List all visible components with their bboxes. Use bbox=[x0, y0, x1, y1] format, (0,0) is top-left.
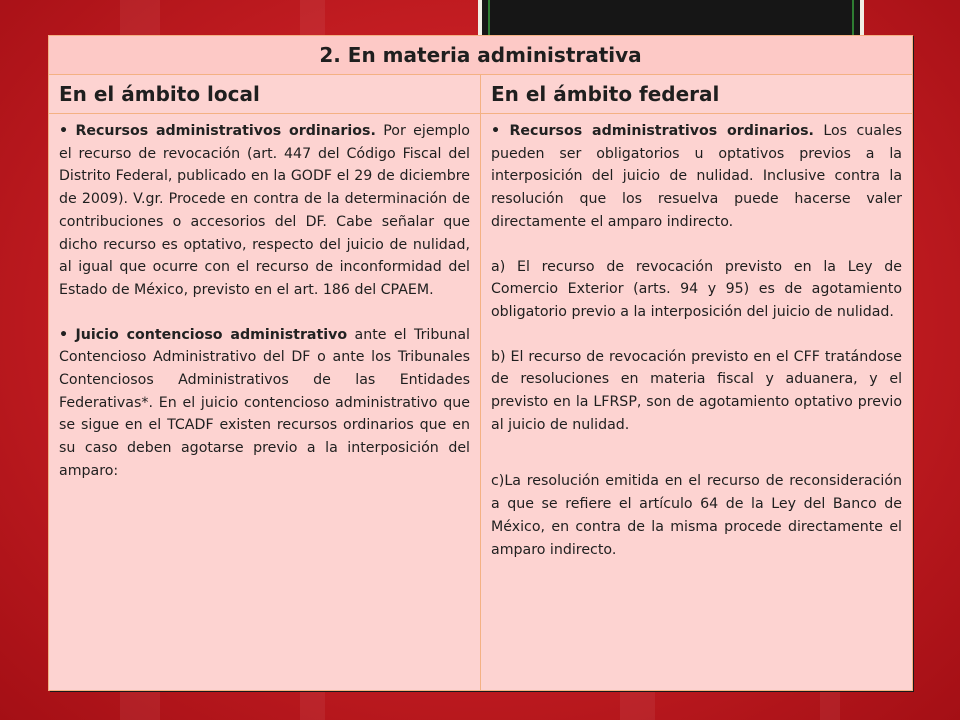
content-table-container bbox=[48, 35, 912, 691]
paragraph-gap bbox=[491, 234, 902, 256]
comparison-table bbox=[48, 35, 913, 691]
local-cell bbox=[49, 114, 481, 691]
federal-item-recursos-heading: Recursos administrativos ordinarios. bbox=[509, 123, 814, 139]
decorative-top-box bbox=[478, 0, 864, 36]
column-header-federal: En el ámbito federal bbox=[481, 75, 913, 114]
paragraph-gap bbox=[491, 436, 902, 470]
federal-item-recursos bbox=[491, 120, 902, 234]
table-title: 2. En materia administrativa bbox=[49, 36, 913, 75]
bullet-marker: • bbox=[59, 123, 69, 139]
decorative-top-box-inner bbox=[488, 0, 854, 36]
federal-paragraph-b: b) El recurso de revocación previsto en el CFF tratándose de resoluciones en materia fiscal y aduanera, y el previsto en la LFRSP, son de agotamiento optativo previo al juicio de nulidad. bbox=[491, 348, 903, 433]
bullet-marker: • bbox=[59, 326, 69, 343]
local-item-juicio bbox=[59, 324, 470, 483]
local-item-juicio-heading: Juicio contencioso administrativo bbox=[75, 326, 348, 343]
local-item-recursos bbox=[59, 120, 470, 302]
local-item-recursos-text: Por ejemplo el recurso de revocación (art. 447 del Código Fiscal del Distrito Federal, publicado en la GODF el 29 de diciembre de 2009). V.gr. Procede en contra de la determinación de contribuciones o accesorios del DF. Cabe señalar que dicho recurso es optativo, respecto del juicio de nulidad, al igual que ocurre con el recurso de inconformidad del Estado de México, previsto en el art. 186 del CPAEM. bbox=[59, 123, 470, 298]
local-item-juicio-text: ante el Tribunal Contencioso Administrativo del DF o ante los Tribunales Contenciosos Administrativos de las Entidades Federativas*. En el juicio contencioso administrativo que se sigue en el TCADF existen recursos ordinarios que en su caso deben agotarse previo a la interposición del amparo: bbox=[59, 326, 470, 479]
bullet-marker: • bbox=[491, 123, 501, 139]
federal-paragraph-a: a) El recurso de revocación previsto en la Ley de Comercio Exterior (arts. 94 y 95) es de agotamiento obligatorio previo a la interposición del juicio de nulidad. bbox=[491, 258, 903, 320]
federal-item-recursos-text: Los cuales pueden ser obligatorios u optativos previos a la interposición del juicio de nulidad. Inclusive contra la resolución que los resuelva puede hacerse valer directamente el amparo indirecto. bbox=[491, 123, 903, 230]
local-item-recursos-heading: Recursos administrativos ordinarios. bbox=[75, 123, 376, 139]
column-header-local: En el ámbito local bbox=[49, 75, 481, 114]
federal-paragraph-c: c)La resolución emitida en el recurso de reconsideración a que se refiere el artículo 64 de la Ley del Banco de México, en contra de la misma procede directamente el amparo indirecto. bbox=[491, 473, 903, 558]
federal-cell bbox=[481, 114, 913, 691]
paragraph-gap bbox=[491, 324, 902, 346]
paragraph-gap bbox=[59, 302, 470, 324]
